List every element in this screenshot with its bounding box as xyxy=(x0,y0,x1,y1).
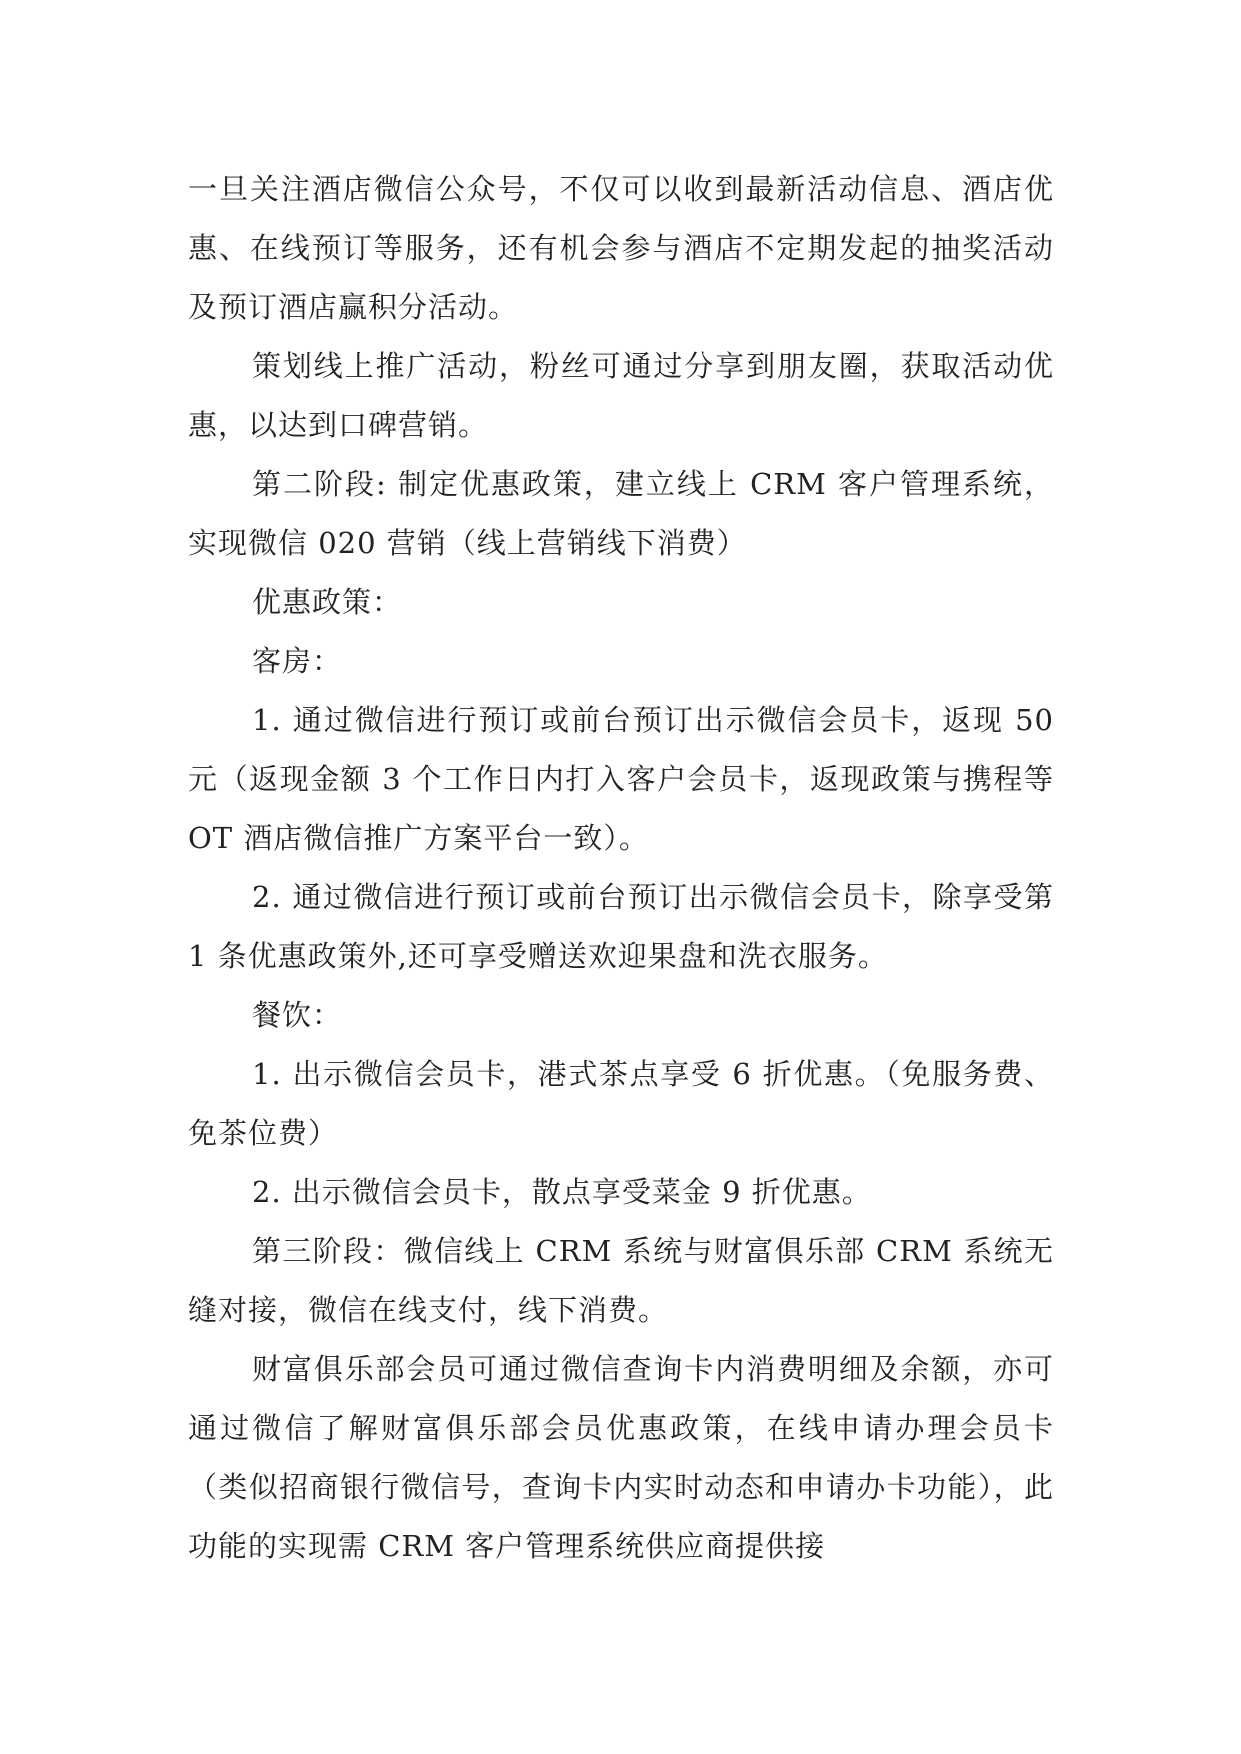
paragraph-6: 1. 通过微信进行预订或前台预订出示微信会员卡，返现 50 元（返现金额 3 个工作日内打入客户会员卡，返现政策与携程等 OT 酒店微信推广方案平台一致）。 xyxy=(188,703,1054,855)
paragraph-4: 优惠政策： xyxy=(252,585,403,619)
paragraph-2: 策划线上推广活动，粉丝可通过分享到朋友圈，获取活动优惠，以达到口碑营销。 xyxy=(188,349,1054,442)
paragraph-12: 财富俱乐部会员可通过微信查询卡内消费明细及余额，亦可通过微信了解财富俱乐部会员优惠政策，在线申请办理会员卡（类似招商银行微信号，查询卡内实时动态和申请办卡功能），此功能的实现需 CRM 客户管理系统供应商提供接 xyxy=(188,1352,1054,1563)
paragraph-10: 2. 出示微信会员卡，散点享受菜金 9 折优惠。 xyxy=(252,1175,872,1209)
paragraph-7: 2. 通过微信进行预订或前台预订出示微信会员卡，除享受第 1 条优惠政策外,还可享受赠送欢迎果盘和洗衣服务。 xyxy=(188,880,1054,973)
paragraph-8: 餐饮： xyxy=(252,998,343,1032)
paragraph-9: 1. 出示微信会员卡，港式茶点享受 6 折优惠。（免服务费、免茶位费） xyxy=(188,1057,1054,1150)
document-body xyxy=(188,160,1054,1576)
paragraph-11: 第三阶段：微信线上 CRM 系统与财富俱乐部 CRM 系统无缝对接，微信在线支付，线下消费。 xyxy=(188,1234,1054,1327)
paragraph-3: 第二阶段: 制定优惠政策，建立线上 CRM 客户管理系统，实现微信 020 营销（线上营销线下消费） xyxy=(188,467,1054,560)
paragraph-1: 一旦关注酒店微信公众号，不仅可以收到最新活动信息、酒店优惠、在线预订等服务，还有机会参与酒店不定期发起的抽奖活动及预订酒店赢积分活动。 xyxy=(188,172,1054,324)
paragraph-5: 客房： xyxy=(252,644,343,678)
